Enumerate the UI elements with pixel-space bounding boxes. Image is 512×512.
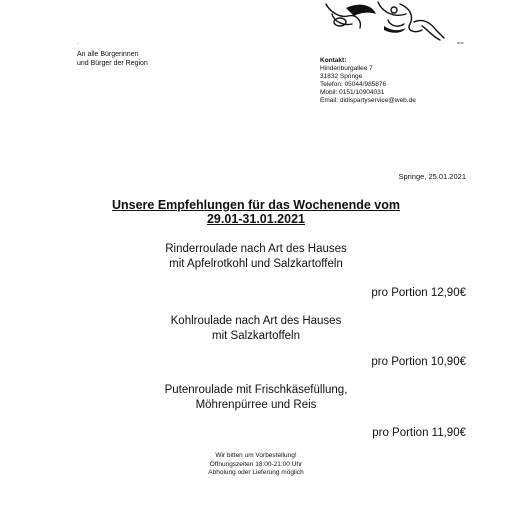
dish-price: pro Portion 12,90€ bbox=[371, 287, 466, 299]
dish-sides: mit Apfelrotkohl und Salzkartoffeln bbox=[169, 258, 343, 270]
dish-name: Putenroulade mit Frischkäsefüllung, bbox=[164, 384, 348, 396]
title-line: Unsere Empfehlungen für das Wochenende vom bbox=[111, 198, 400, 212]
dish-kohlroulade bbox=[0, 314, 512, 344]
dish-price: pro Portion 10,90€ bbox=[371, 356, 466, 368]
divider-dot: . bbox=[77, 40, 79, 46]
contact-block bbox=[320, 57, 416, 105]
footer-line: Wir bitten um Vorbestellung! bbox=[215, 452, 297, 459]
dish-putenroulade bbox=[0, 383, 512, 413]
title-date-range: 29.01-31.01.2021 bbox=[206, 212, 305, 226]
contact-address: Hindenburgallee 7 bbox=[320, 65, 373, 72]
contact-heading: Kontakt: bbox=[320, 57, 347, 64]
addressee-line: und Bürger der Region bbox=[77, 60, 148, 67]
footer-note bbox=[0, 452, 512, 478]
chef-cartoon-icon bbox=[318, 0, 448, 42]
footer-line: Abholung oder Lieferung möglich bbox=[208, 469, 304, 476]
dish-name: Kohlroulade nach Art des Hauses bbox=[170, 315, 342, 327]
addressee-line: An alle Bürgerinnen bbox=[77, 51, 139, 58]
addressee bbox=[77, 50, 148, 68]
contact-city: 31832 Springe bbox=[320, 73, 363, 80]
dish-name: Rinderroulade nach Art des Hauses bbox=[165, 243, 347, 255]
dish-rinderroulade bbox=[0, 242, 512, 272]
contact-email: Email: didispartyservice@web.de bbox=[320, 97, 416, 104]
logo-mark: ans bbox=[457, 40, 464, 45]
contact-phone: Telefon: 05044/985876 bbox=[320, 81, 387, 88]
letter-date: Springe, 25.01.2021 bbox=[398, 172, 466, 181]
dish-sides: Möhrenpürree und Reis bbox=[195, 399, 317, 411]
contact-mobile: Mobil: 0151/10904031 bbox=[320, 89, 385, 96]
dish-price: pro Portion 11,90€ bbox=[372, 427, 466, 439]
footer-line: Öffnungszeiten 18:00-21:00 Uhr bbox=[209, 460, 303, 468]
page-title bbox=[0, 198, 512, 226]
dish-sides: mit Salzkartoffeln bbox=[212, 330, 300, 342]
